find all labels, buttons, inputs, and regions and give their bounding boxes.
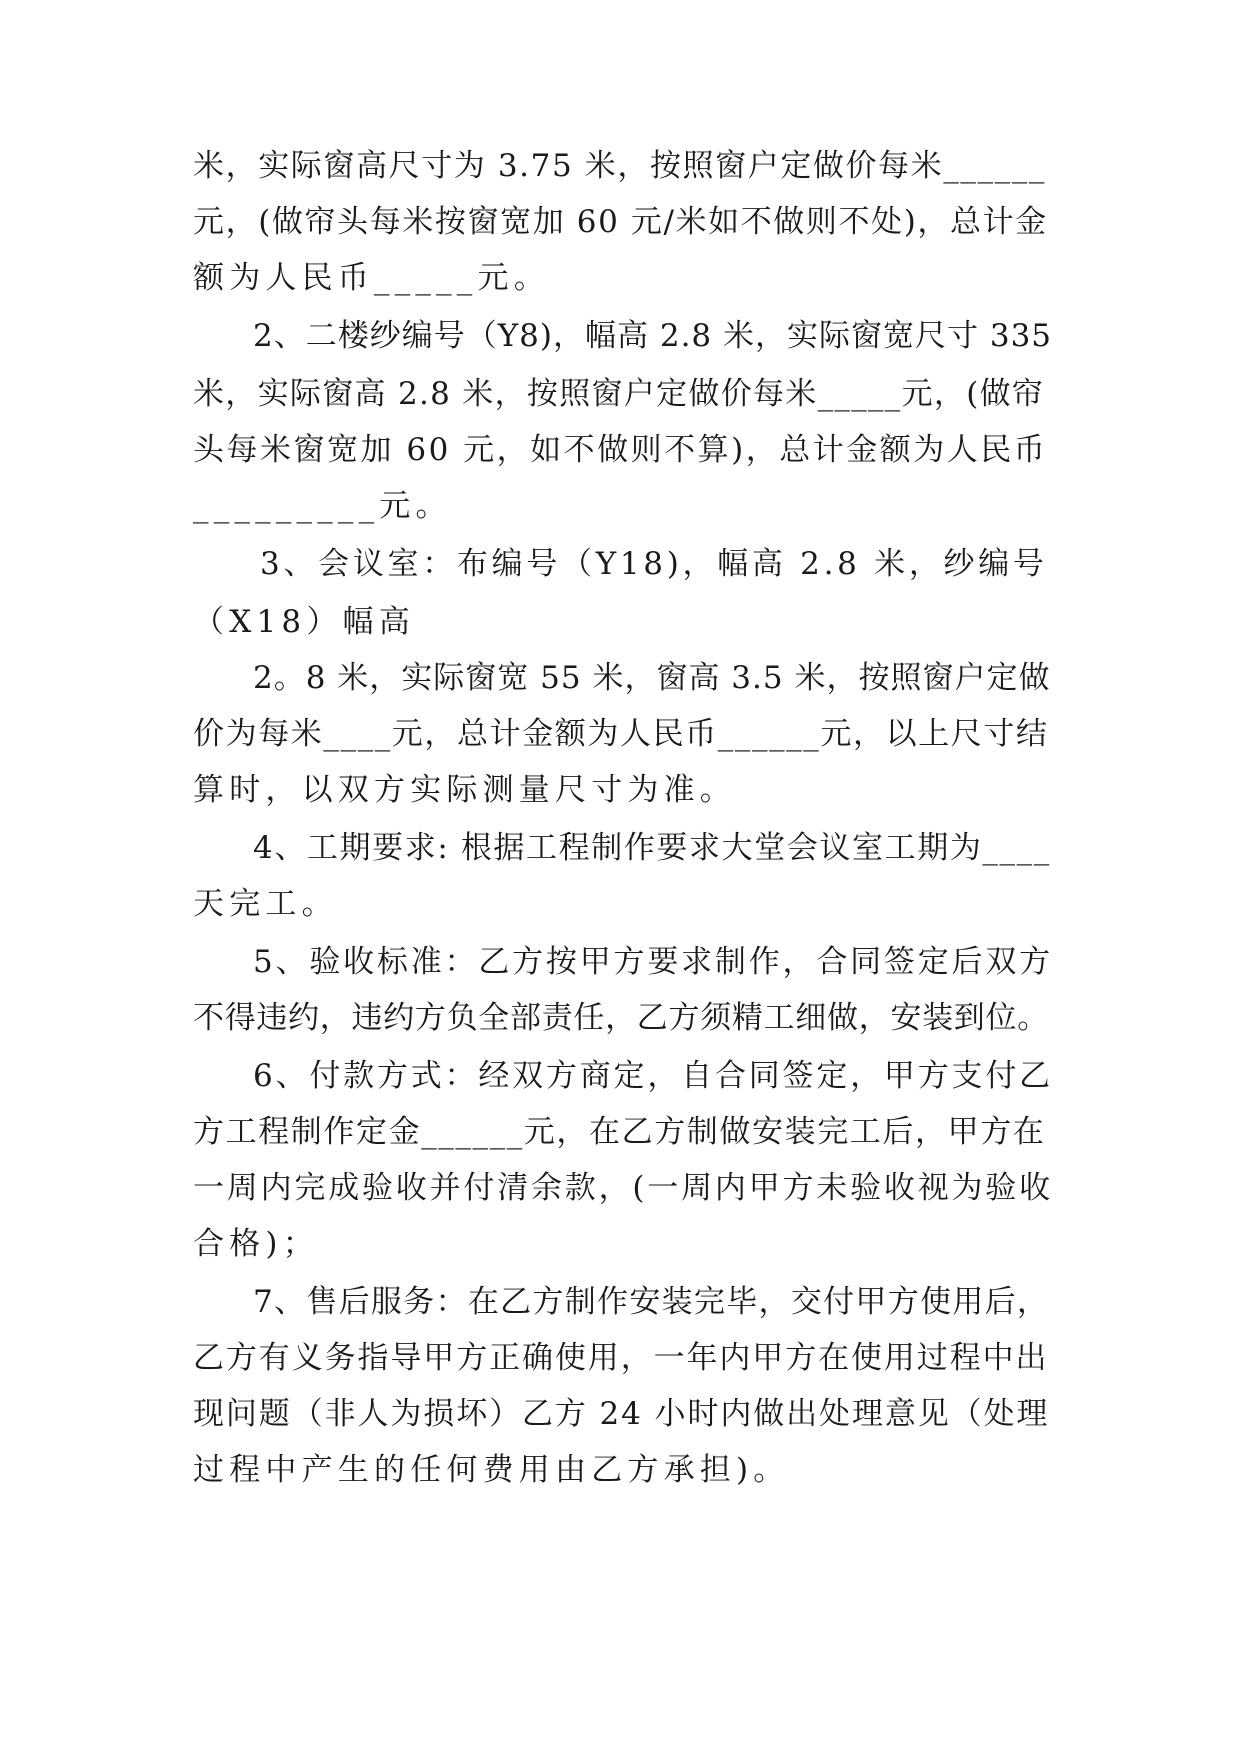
text-line: 3、会议室：布编号（Y18)，幅高 2.8 米，纱编号 [260,546,1048,582]
text-line: 一周内完成验收并付清余款，(一周内甲方未验收视为验收 [193,1170,1053,1206]
text-line: 头每米窗宽加 60 元，如不做则不算)，总计金额为人民币 [193,432,1048,468]
text-line: 2、二楼纱编号（Y8)，幅高 2.8 米，实际窗宽尺寸 335 [253,318,1053,354]
text-line: 7、售后服务：在乙方制作安装完毕，交付甲方使用后， [253,1284,1050,1320]
text-line: 乙方有义务指导甲方正确使用，一年内甲方在使用过程中出 [193,1340,1049,1376]
text-line: 不得违约，违约方负全部责任，乙方须精工细做，安装到位。 [193,1000,1049,1036]
text-line: （X18）幅高 [193,604,415,640]
text-line: 天完工。 [193,886,338,922]
text-line: 价为每米____元，总计金额为人民币______元，以上尺寸结 [193,716,1049,752]
text-line: 元，(做帘头每米按窗宽加 60 元/米如不做则不处)，总计金 [193,204,1048,240]
text-line: 5、验收标准：乙方按甲方要求制作，合同签定后双方 [253,944,1053,980]
text-line: 过程中产生的任何费用由乙方承担)。 [193,1452,790,1488]
text-line: 合格)； [193,1226,319,1262]
text-line: 现问题（非人为损坏）乙方 24 小时内做出处理意见（处理 [193,1396,1050,1432]
text-line: 6、付款方式：经双方商定，自合同签定，甲方支付乙 [253,1058,1053,1094]
text-line: 米，实际窗高 2.8 米，按照窗户定做价每米_____元，(做帘 [193,376,1045,412]
text-line: _________元。 [193,488,452,524]
text-line: 额为人民币_____元。 [193,260,550,296]
text-line: 2。8 米，实际窗宽 55 米，窗高 3.5 米，按照窗户定做 [253,660,1051,696]
text-line: 算时，以双方实际测量尺寸为准。 [193,772,736,808]
text-line: 方工程制作定金______元，在乙方制做安装完工后，甲方在 [193,1114,1046,1150]
text-line: 米，实际窗高尺寸为 3.75 米，按照窗户定做价每米______ [193,148,1046,184]
text-line: 4、工期要求: 根据工程制作要求大堂会议室工期为____ [253,830,1051,866]
